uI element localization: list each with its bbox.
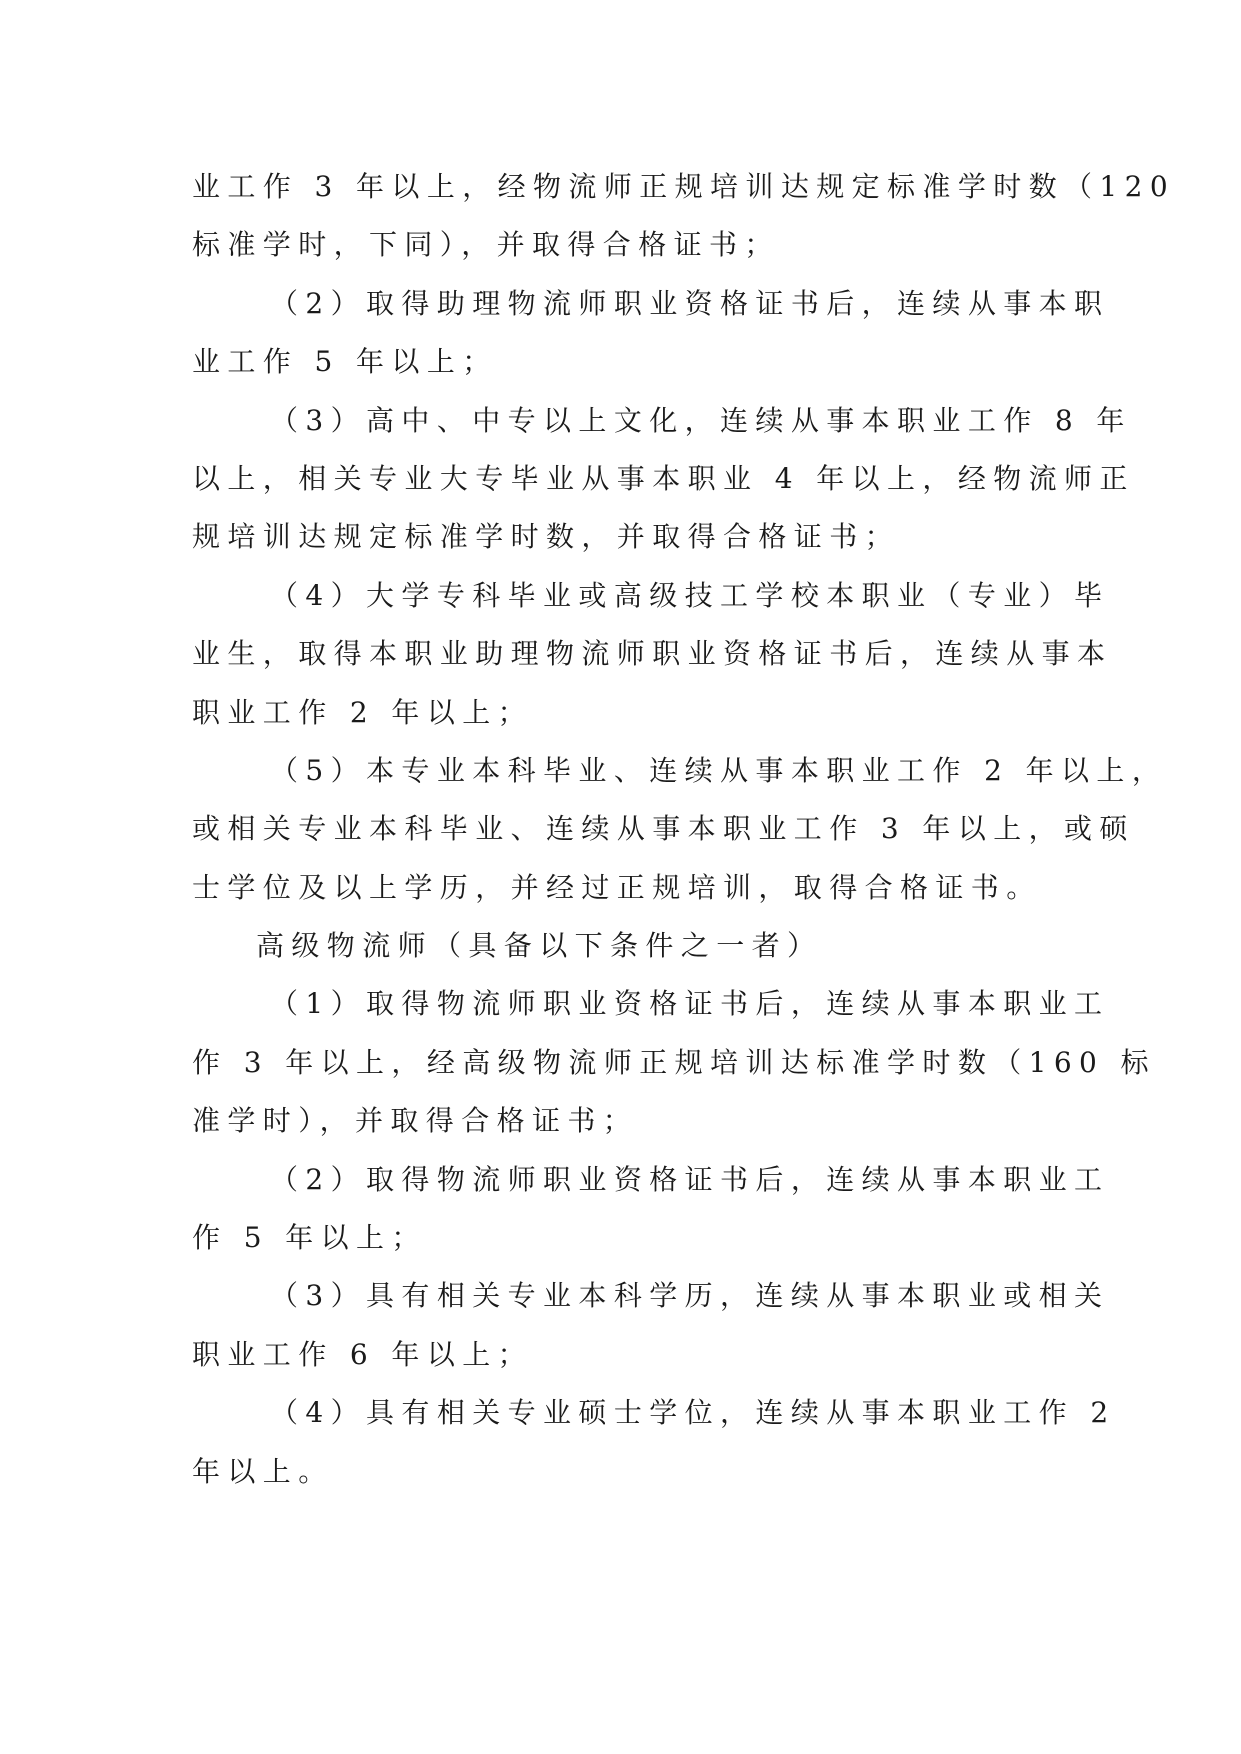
text-line: 年以上。	[192, 1454, 334, 1488]
list-item-line: （2）取得物流师职业资格证书后，连续从事本职业工	[270, 1162, 1110, 1196]
text-line: 职业工作 6 年以上；	[192, 1337, 534, 1371]
document-body	[192, 158, 1176, 1501]
text-line: 士学位及以上学历，并经过正规培训，取得合格证书。	[192, 870, 1042, 904]
list-item-line: （2）取得助理物流师职业资格证书后，连续从事本职	[270, 286, 1110, 320]
section-heading: 高级物流师（具备以下条件之一者）	[256, 929, 823, 963]
text-line: 业生，取得本职业助理物流师职业资格证书后，连续从事本	[192, 637, 1113, 671]
text-line: 职业工作 2 年以上；	[192, 695, 534, 729]
text-line: 以上，相关专业大专毕业从事本职业 4 年以上，经物流师正	[192, 461, 1135, 495]
text-line: 标准学时，下同），并取得合格证书；	[192, 228, 780, 262]
text-line: 业工作 5 年以上；	[192, 345, 498, 379]
text-line: 规培训达规定标准学时数，并取得合格证书；	[192, 520, 901, 554]
list-item-line: （5）本专业本科毕业、连续从事本职业工作 2 年以上，	[270, 753, 1168, 787]
text-line: 或相关专业本科毕业、连续从事本职业工作 3 年以上，或硕	[192, 812, 1135, 846]
list-item-line: （4）大学专科毕业或高级技工学校本职业（专业）毕	[270, 578, 1110, 612]
list-item-line: （4）具有相关专业硕士学位，连续从事本职业工作 2	[270, 1396, 1116, 1430]
list-item-line: （1）取得物流师职业资格证书后，连续从事本职业工	[270, 987, 1110, 1021]
text-line: 作 5 年以上；	[192, 1221, 427, 1255]
text-line: 作 3 年以上，经高级物流师正规培训达标准学时数（160 标	[192, 1045, 1156, 1079]
text-line: 业工作 3 年以上，经物流师正规培训达规定标准学时数（120	[192, 170, 1176, 203]
list-item-line: （3）高中、中专以上文化，连续从事本职业工作 8 年	[270, 403, 1132, 437]
text-line: 准学时），并取得合格证书；	[192, 1104, 639, 1138]
list-item-line: （3）具有相关专业本科学历，连续从事本职业或相关	[270, 1279, 1110, 1313]
